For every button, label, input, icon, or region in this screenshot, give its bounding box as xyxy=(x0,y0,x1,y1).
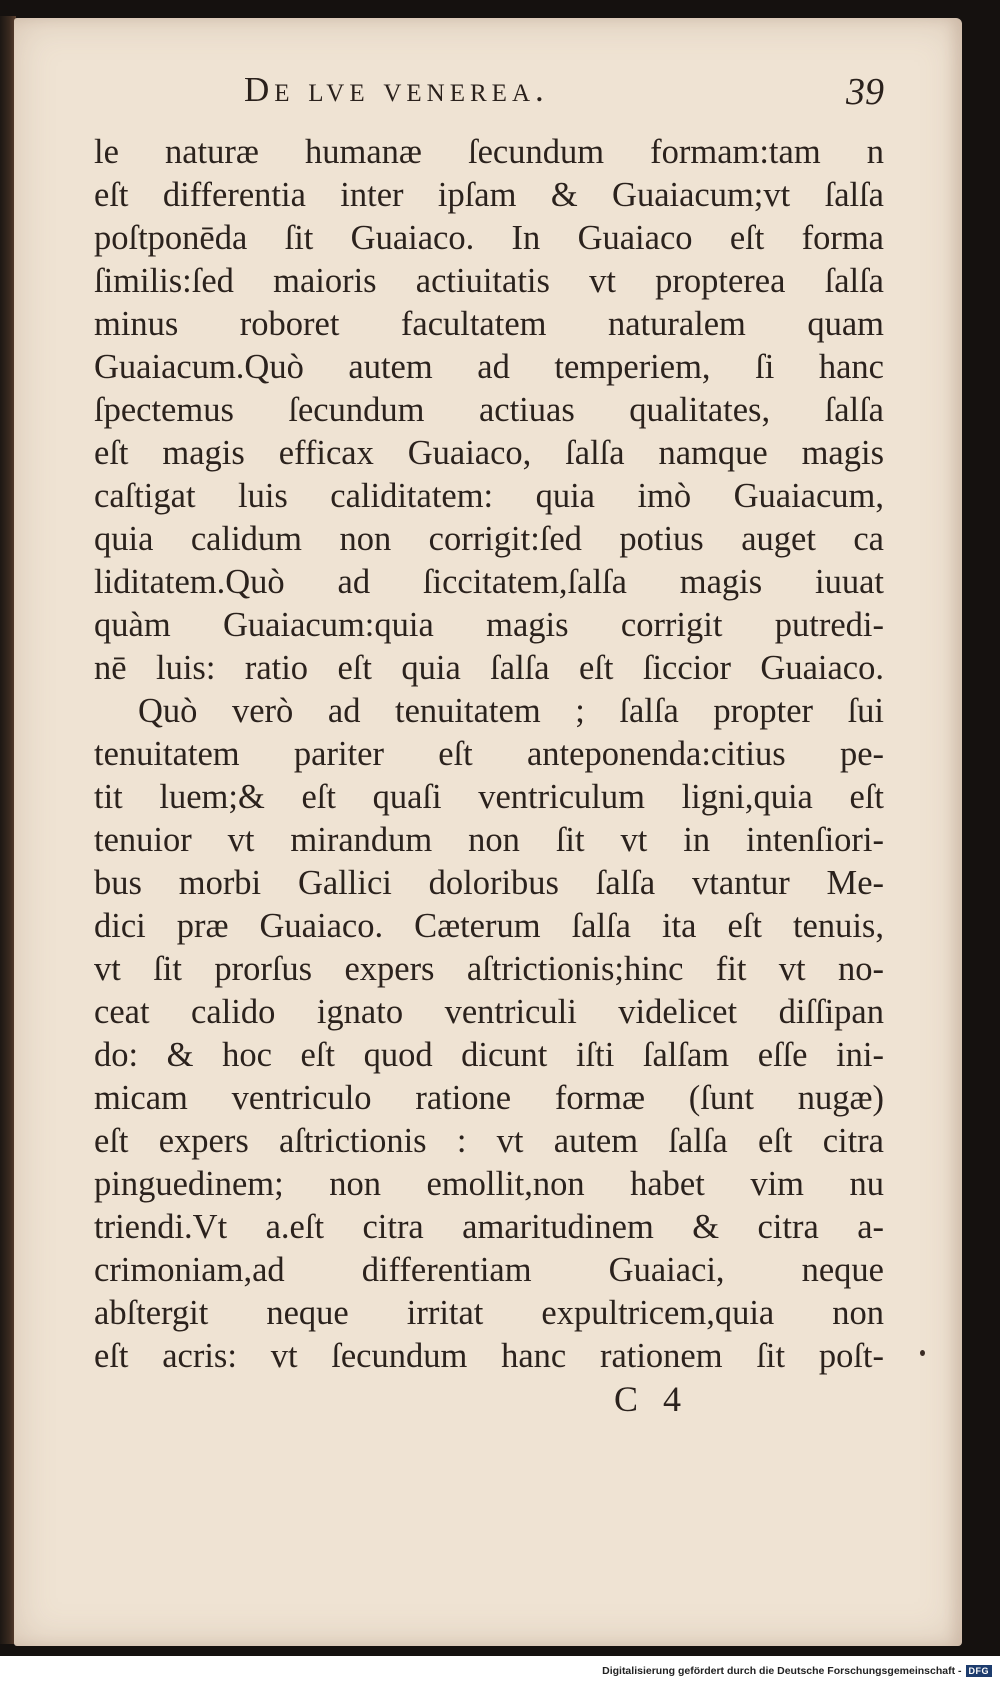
book-page xyxy=(14,18,962,1646)
text-line: ſimilis:ſed maioris actiuitatis vt propterea ſalſa xyxy=(94,262,884,300)
text-line: quia calidum non corrigit:ſed potius auget ca xyxy=(94,520,884,558)
ink-speck xyxy=(920,1350,925,1356)
footer-credit xyxy=(602,1663,992,1679)
text-line: dici præ Guaiaco. Cæterum ſalſa ita eſt tenuis, xyxy=(94,907,884,945)
text-line: crimoniam,ad differentiam Guaiaci, neque xyxy=(94,1251,884,1289)
text-line: eſt differentia inter ipſam & Guaiacum;vt ſalſa xyxy=(94,176,884,214)
text-line: micam ventriculo ratione formæ (ſunt nugæ) xyxy=(94,1079,884,1117)
text-line: do: & hoc eſt quod dicunt iſti ſalſam eſſe ini- xyxy=(94,1036,884,1074)
page-number: 39 xyxy=(846,71,884,113)
text-line: bus morbi Gallici doloribus ſalſa vtantur Me- xyxy=(94,864,884,902)
text-line: quàm Guaiacum:quia magis corrigit putredi- xyxy=(94,606,884,644)
footer-text: Digitalisierung gefördert durch die Deutsche Forschungsgemeinschaft - xyxy=(602,1665,962,1677)
text-line: pinguedinem; non emollit,non habet vim nu xyxy=(94,1165,884,1203)
text-line: Guaiacum.Quò autem ad temperiem, ſi hanc xyxy=(94,348,884,386)
body-text xyxy=(94,131,884,1378)
text-line: le naturæ humanæ ſecundum formam:tam n xyxy=(94,133,884,171)
running-head xyxy=(94,70,884,130)
text-line: liditatem.Quò ad ſiccitatem,ſalſa magis iuuat xyxy=(94,563,884,601)
text-line: vt ſit prorſus expers aſtrictionis;hinc fit vt no- xyxy=(94,950,884,988)
running-title: De lve venerea. xyxy=(244,70,549,109)
text-line: eſt expers aſtrictionis : vt autem ſalſa eſt citra xyxy=(94,1122,884,1160)
text-line: ceat calido ignato ventriculi videlicet diſſipan xyxy=(94,993,884,1031)
text-line: poſtponēda ſit Guaiaco. In Guaiaco eſt forma xyxy=(94,219,884,257)
paragraph-start-line: Quò verò ad tenuitatem ; ſalſa propter ſui xyxy=(138,692,884,730)
text-line: eſt magis efficax Guaiaco, ſalſa namque magis xyxy=(94,434,884,472)
text-line: tit luem;& eſt quaſi ventriculum ligni,quia eſt xyxy=(94,778,884,816)
signature-mark: C 4 xyxy=(614,1379,682,1419)
text-line: ſpectemus ſecundum actiuas qualitates, ſalſa xyxy=(94,391,884,429)
text-line: nē luis: ratio eſt quia ſalſa eſt ſiccior Guaiaco. xyxy=(94,649,884,687)
text-line: tenuior vt mirandum non ſit vt in intenſiori- xyxy=(94,821,884,859)
text-line: abſtergit neque irritat expultricem,quia non xyxy=(94,1294,884,1332)
text-line: triendi.Vt a.eſt citra amaritudinem & citra a- xyxy=(94,1208,884,1246)
dfg-logo: DFG xyxy=(966,1665,993,1677)
text-line: eſt acris: vt ſecundum hanc rationem ſit poſt- xyxy=(94,1337,884,1375)
text-line: minus roboret facultatem naturalem quam xyxy=(94,305,884,343)
text-line: caſtigat luis caliditatem: quia imò Guaiacum, xyxy=(94,477,884,515)
text-line: tenuitatem pariter eſt anteponenda:citius pe- xyxy=(94,735,884,773)
